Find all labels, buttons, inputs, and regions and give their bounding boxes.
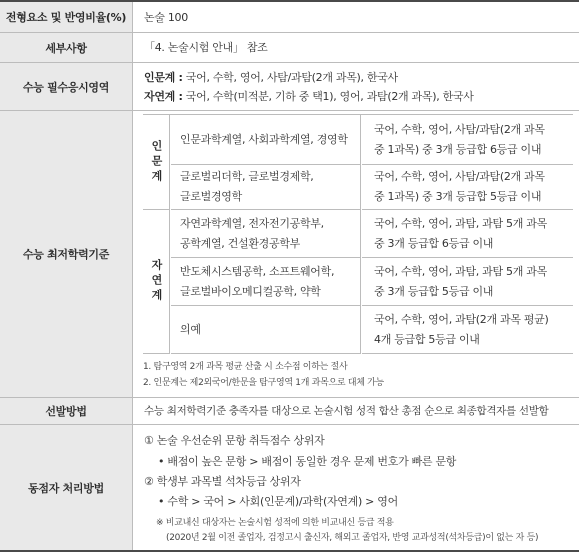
- criteria-cell: [362, 165, 573, 210]
- required-humanities: [144, 68, 575, 87]
- row-type-ratio: [0, 2, 579, 33]
- majors-cell: [171, 165, 361, 210]
- majors-cell: [171, 210, 361, 258]
- tie-break-content: [144, 425, 575, 550]
- major-line: 자연과학계열, 전자전기공학부,: [180, 216, 324, 230]
- minimum-notes: [143, 359, 384, 391]
- row-tie-break: [0, 425, 579, 552]
- row-label: 수능 필수응시영역: [0, 63, 133, 110]
- tie-note: ※ 비교내신 대상자는 논술시험 성적에 의한 비교내신 등급 적용: [156, 518, 394, 528]
- row-label: 세부사항: [0, 33, 133, 62]
- criteria-line: 국어, 수학, 영어, 사탐/과탐(2개 과목: [374, 122, 545, 136]
- row-label: 동점자 처리방법: [0, 425, 133, 550]
- tie-rule-1: ① 논술 우선순위 문항 취득점수 상위자: [144, 434, 325, 447]
- criteria-cell: [362, 306, 573, 354]
- criteria-line: 국어, 수학, 영어, 사탐/과탐(2개 과목: [374, 170, 545, 183]
- details-value: 「4. 논술시험 안내」 참조: [144, 41, 268, 54]
- criteria-cell: [362, 258, 573, 306]
- row-value: [144, 63, 575, 110]
- tie-rule-2-detail: • 수학 > 국어 > 사회(인문계)/과학(자연계) > 영어: [158, 495, 398, 508]
- selection-value: 수능 최저학력기준 충족자를 대상으로 논술시험 성적 합산 총점 순으로 최종합격자를 선발함: [144, 404, 549, 417]
- row-label: 전형요소 및 반영비율(%): [0, 2, 133, 32]
- type-ratio-value: 논술 100: [144, 10, 188, 24]
- majors-cell: [171, 115, 361, 165]
- criteria-line: 중 1과목) 중 3개 등급합 6등급 이내: [374, 142, 542, 156]
- group-label: 인문계: [150, 139, 163, 185]
- tie-note: (2020년 2월 이전 졸업자, 검정고시 출신자, 해외고 졸업자, 반영 교과성적(석차등급)이 없는 자 등): [166, 533, 539, 543]
- criteria-line: 중 3개 등급합 5등급 이내: [374, 284, 494, 298]
- row-label: 선발방법: [0, 398, 133, 424]
- note-line: 2. 인문계는 제2외국어/한문을 탐구영역 1개 과목으로 대체 가능: [143, 378, 384, 388]
- text: 국어, 수학(미적분, 기하 중 택1), 영어, 과탐(2개 과목), 한국사: [182, 89, 474, 103]
- required-natural: [144, 87, 575, 106]
- row-label: 수능 최저학력기준: [0, 111, 133, 397]
- note-line: 1. 탐구영역 2개 과목 평균 산출 시 소수점 이하는 절사: [143, 362, 348, 372]
- major-line: 글로벌리더학, 글로벌경제학,: [180, 170, 314, 183]
- row-required-areas: [0, 63, 579, 111]
- text: 국어, 수학, 영어, 사탐/과탐(2개 과목), 한국사: [182, 70, 398, 84]
- major-line: 인문과학계열, 사회과학계열, 경영학: [180, 132, 348, 146]
- row-details: [0, 33, 579, 63]
- group-humanities: [143, 115, 170, 210]
- prefix: 인문계 :: [144, 70, 183, 84]
- criteria-line: 4개 등급합 5등급 이내: [374, 332, 480, 346]
- criteria-line: 중 1과목) 중 3개 등급합 5등급 이내: [374, 190, 542, 203]
- tie-rule-1-detail: • 배점이 높은 문항 > 배점이 동일한 경우 문제 번호가 빠른 문항: [158, 455, 457, 468]
- row-value: [144, 398, 575, 424]
- major-line: 글로벌바이오메디컬공학, 약학: [180, 284, 321, 298]
- criteria-line: 중 3개 등급합 6등급 이내: [374, 236, 494, 250]
- majors-cell: [171, 258, 361, 306]
- row-value: [144, 33, 575, 62]
- major-line: 반도체시스템공학, 소프트웨어학,: [180, 264, 335, 278]
- row-selection: [0, 398, 579, 425]
- major-line: 글로벌경영학: [180, 190, 242, 203]
- criteria-cell: [362, 115, 573, 165]
- criteria-line: 국어, 수학, 영어, 과탐(2개 과목 평균): [374, 312, 549, 326]
- majors-cell: [171, 306, 361, 354]
- minimum-criteria-table: [143, 114, 573, 346]
- criteria-line: 국어, 수학, 영어, 과탐, 과탐 5개 과목: [374, 216, 547, 230]
- criteria-cell: [362, 210, 573, 258]
- criteria-line: 국어, 수학, 영어, 과탐, 과탐 5개 과목: [374, 264, 547, 278]
- row-value: [144, 2, 575, 32]
- major-line: 의예: [180, 322, 201, 336]
- prefix: 자연계 :: [144, 89, 183, 103]
- tie-rule-2: ② 학생부 과목별 석차등급 상위자: [144, 475, 301, 488]
- major-line: 공학계열, 건설환경공학부: [180, 236, 300, 250]
- group-natural: [143, 210, 170, 354]
- group-label: 자연계: [150, 259, 163, 304]
